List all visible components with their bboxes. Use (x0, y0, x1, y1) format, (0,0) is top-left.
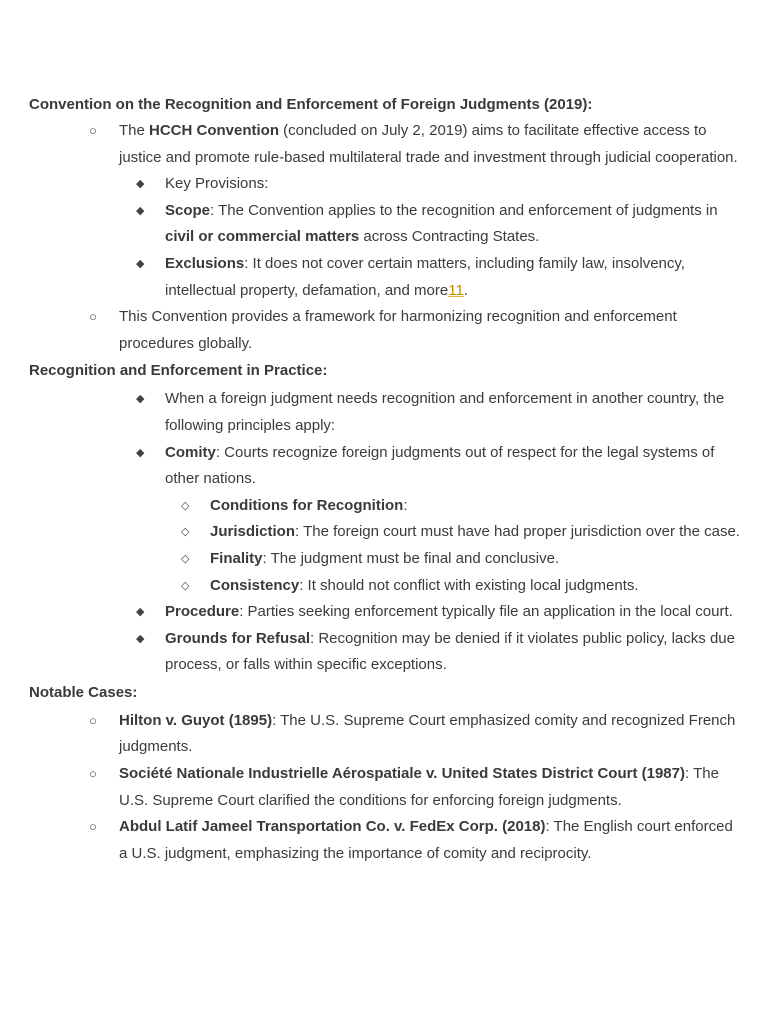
list-item-case: ○ Abdul Latif Jameel Transportation Co. v. FedEx Corp. (2018): The English court enforced a U.S. judgment, emphasizing the importance of comity and reciprocity. (0, 814, 768, 867)
citation-link[interactable]: 11 (448, 281, 464, 299)
list-item-exclusions: ◆ Exclusions: It does not cover certain matters, including family law, insolvency, intellectual property, defamation, and more11. (0, 251, 768, 304)
hollow-diamond-bullet-icon: ◇ (181, 526, 190, 539)
list-item-case: ○ Société Nationale Industrielle Aérospatiale v. United States District Court (1987): The U.S. Supreme Court clarified the conditions for enforcing foreign judgments. (0, 761, 768, 814)
diamond-bullet-icon: ◆ (136, 393, 145, 406)
hollow-circle-bullet-icon: ○ (89, 712, 97, 728)
list-item-consistency: ◇ Consistency: It should not conflict with existing local judgments. (0, 573, 768, 600)
list-item-scope: ◆ Scope: The Convention applies to the recognition and enforcement of judgments in civil or commercial matters across Contracting States. (0, 198, 768, 251)
hollow-diamond-bullet-icon: ◇ (181, 552, 190, 565)
diamond-bullet-icon: ◆ (136, 632, 145, 645)
hollow-circle-bullet-icon: ○ (89, 766, 97, 782)
hollow-circle-bullet-icon: ○ (89, 123, 97, 138)
list-item-practice-intro: ◆ When a foreign judgment needs recognition and enforcement in another country, the following principles apply: (0, 386, 768, 439)
list-item-conditions: ◇ Conditions for Recognition: (0, 493, 768, 520)
list-item-jurisdiction: ◇ Jurisdiction: The foreign court must have had proper jurisdiction over the case. (0, 519, 768, 546)
hollow-circle-bullet-icon: ○ (89, 309, 97, 325)
hollow-circle-bullet-icon: ○ (89, 819, 97, 835)
diamond-bullet-icon: ◆ (136, 446, 145, 459)
hollow-diamond-bullet-icon: ◇ (181, 579, 190, 592)
document-body (0, 91, 768, 867)
list-item-procedure: ◆ Procedure: Parties seeking enforcement typically file an application in the local court. (0, 599, 768, 626)
list-item-framework: ○ This Convention provides a framework for harmonizing recognition and enforcement procedures globally. (0, 304, 768, 357)
diamond-bullet-icon: ◆ (136, 257, 145, 270)
list-item-hcch-intro: ○ The HCCH Convention (concluded on July 2, 2019) aims to facilitate effective access to justice and promote rule-based multilateral trade and investment through judicial cooperation. (0, 118, 768, 171)
list-item-key-provisions: ◆ Key Provisions: (0, 171, 768, 198)
hcch-convention-term: HCCH Convention (149, 122, 280, 139)
list-item-finality: ◇ Finality: The judgment must be final and conclusive. (0, 546, 768, 573)
diamond-bullet-icon: ◆ (136, 204, 145, 217)
section-heading-convention: Convention on the Recognition and Enforcement of Foreign Judgments (2019): (29, 96, 593, 113)
hollow-diamond-bullet-icon: ◇ (181, 499, 190, 512)
list-item-case: ○ Hilton v. Guyot (1895): The U.S. Supreme Court emphasized comity and recognized French judgments. (0, 708, 768, 761)
diamond-bullet-icon: ◆ (136, 606, 145, 619)
diamond-bullet-icon: ◆ (136, 178, 145, 191)
list-item-refusal: ◆ Grounds for Refusal: Recognition may be denied if it violates public policy, lacks due process, or falls within specific exceptions. (0, 626, 768, 679)
section-heading-practice: Recognition and Enforcement in Practice: (29, 362, 328, 380)
list-item-comity: ◆ Comity: Courts recognize foreign judgments out of respect for the legal systems of other nations. (0, 440, 768, 493)
section-heading-cases: Notable Cases: (29, 683, 138, 701)
